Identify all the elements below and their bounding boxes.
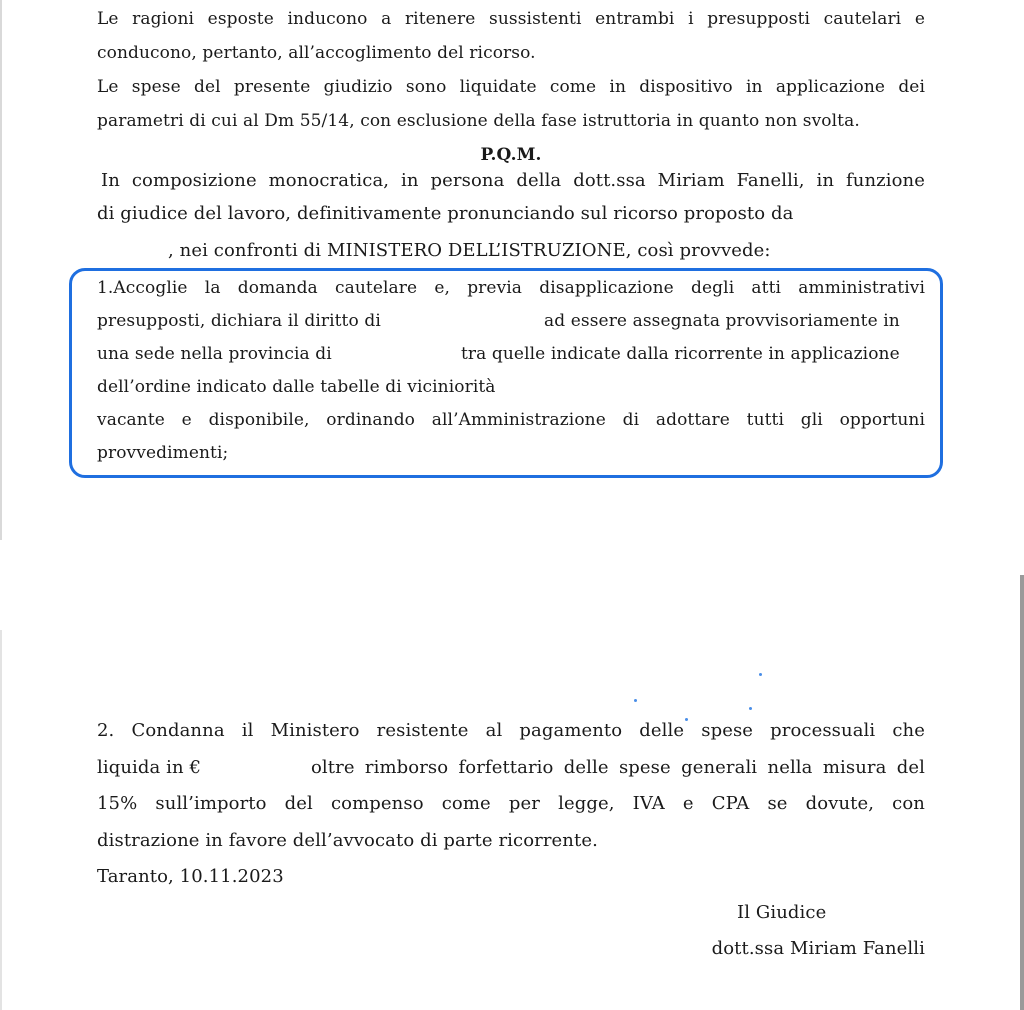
item1-line-3-part-b: tra quelle indicate dalla ricorrente in applicazione	[461, 344, 900, 364]
pqm-line-3: , nei confronti di MINISTERO DELL’ISTRUZIONE, così provvede:	[168, 240, 771, 261]
item1-line-3	[97, 343, 925, 365]
item1-line-5: vacante e disponibile, ordinando all’Amministrazione di adottare tutti gli opportuni	[97, 410, 925, 430]
item2-line-3: 15% sull’importo del compenso come per legge, IVA e CPA se dovute, con	[97, 793, 925, 814]
item1-line-4: dell’ordine indicato dalle tabelle di viciniorità	[97, 377, 496, 397]
costs-line-2: parametri di cui al Dm 55/14, con esclusione della fase istruttoria in quanto non svolta.	[97, 111, 860, 131]
item1-line-3-part-a: una sede nella provincia di	[97, 344, 332, 364]
costs-line-1: Le spese del presente giudizio sono liquidate come in dispositivo in applicazione dei	[97, 77, 925, 97]
pqm-line-2: di giudice del lavoro, definitivamente pronunciando sul ricorso proposto da	[97, 203, 794, 224]
item2-line-2	[97, 757, 925, 779]
pqm-heading: P.Q.M.	[480, 145, 542, 165]
scan-dot	[759, 673, 762, 676]
page-edge-left	[0, 0, 2, 540]
item2-line-2-part-b: oltre rimborso forfettario delle spese generali nella misura del	[311, 757, 925, 778]
place-date: Taranto, 10.11.2023	[97, 866, 284, 887]
item1-line-2-part-a: presupposti, dichiara il diritto di	[97, 311, 381, 331]
signature-name: dott.ssa Miriam Fanelli	[711, 938, 925, 959]
item1-line-2	[97, 310, 925, 332]
item1-line-1: 1.Accoglie la domanda cautelare e, previa disapplicazione degli atti amministrativi	[97, 278, 925, 298]
item1-line-2-part-b: ad essere assegnata provvisoriamente in	[544, 311, 900, 331]
page-edge-right	[1020, 575, 1024, 1010]
item2-line-2-part-a: liquida in €	[97, 757, 202, 778]
intro-line-1: Le ragioni esposte inducono a ritenere sussistenti entrambi i presupposti cautelari e	[97, 9, 925, 29]
page-edge-left-lower	[0, 630, 2, 1010]
item2-line-4: distrazione in favore dell’avvocato di parte ricorrente.	[97, 830, 598, 851]
item2-line-1: 2. Condanna il Ministero resistente al pagamento delle spese processuali che	[97, 720, 925, 741]
pqm-line-1: In composizione monocratica, in persona della dott.ssa Miriam Fanelli, in funzione	[101, 170, 925, 191]
intro-line-2: conducono, pertanto, all’accoglimento del ricorso.	[97, 43, 536, 63]
item1-line-6: provvedimenti;	[97, 443, 229, 463]
signature-role: Il Giudice	[737, 902, 827, 923]
scan-dot	[749, 707, 752, 710]
scan-dot	[634, 699, 637, 702]
